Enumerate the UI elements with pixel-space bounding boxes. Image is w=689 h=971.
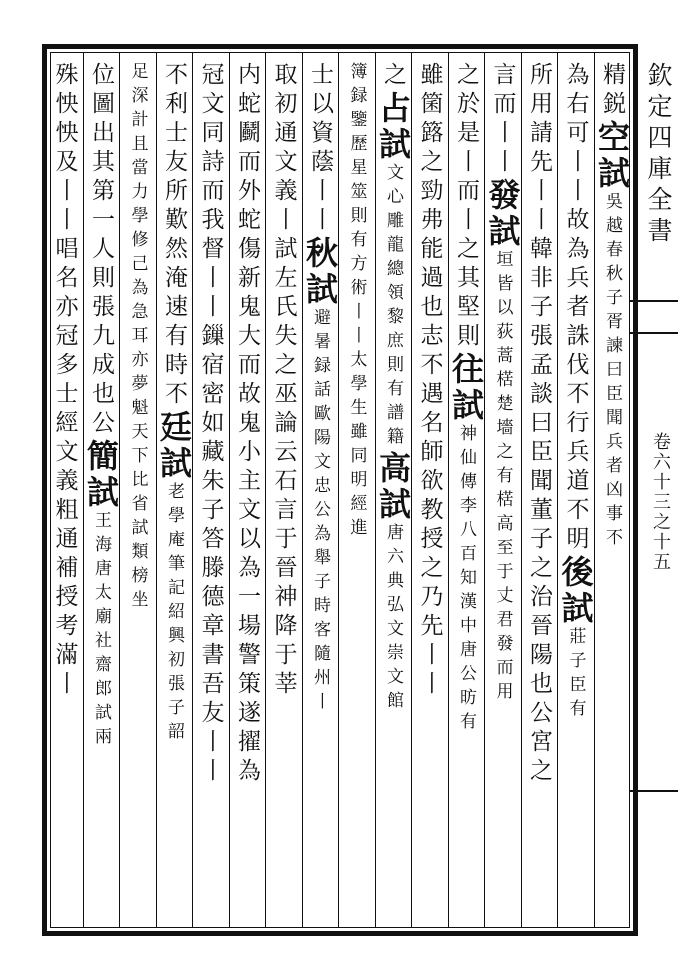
text-column	[376, 62, 411, 715]
entry-heading: 簡試	[82, 439, 120, 511]
entry-heading: 空試	[593, 120, 631, 192]
column-text: 雖箘簬之勁弗能過也志不遇名師欲教授之乃先丨丨	[416, 62, 443, 700]
column-text: 言而丨丨	[489, 62, 516, 178]
column-text: 垣皆以荻蒿楛楚墻之有楛高至于丈君發而用	[492, 250, 513, 706]
volume-label: 卷六十三之十五	[650, 432, 671, 572]
column-text: 王海唐太廟社齋郎試兩	[91, 511, 111, 751]
column-text: 文心雕龍總領黎庶則有譜籍	[383, 163, 403, 451]
text-column	[303, 62, 338, 716]
entry-heading: 廷試	[155, 410, 193, 482]
column-text: 莊子臣有	[565, 627, 586, 723]
column-text: 内蛇鬬而外蛇傷新鬼大而故鬼小主文以為一場警策遂擢為	[234, 62, 260, 787]
column-text: 簿録鑒歷星筮則有方術丨丨太學生雖同明經進	[346, 62, 367, 542]
text-column	[412, 62, 447, 700]
column-text: 冠文同詩而我督丨丨鏁宿密如藏朱子答滕德章書吾友丨丨	[197, 62, 224, 787]
column-text: 吳越春秋子胥諫曰臣聞兵者凶事不	[602, 192, 622, 552]
entry-heading: 發試	[483, 178, 522, 250]
book-title: 欽定四庫全書	[644, 62, 673, 248]
column-text: 之於是丨而丨之其堅則	[453, 62, 479, 352]
entry-heading: 後試	[556, 555, 595, 627]
text-column	[266, 62, 301, 700]
text-column	[84, 62, 119, 751]
text-column	[485, 62, 520, 706]
fishtail-mark-top	[630, 300, 678, 334]
column-text: 殊怏怏及丨丨唱名亦冠多士經文義粗通補授考滿丨	[51, 62, 78, 700]
column-text: 位圖出其第一人則張九成也公	[88, 62, 114, 439]
fishtail-mark-bottom	[630, 790, 678, 792]
column-text: 避暑録話歐陽文忠公為舉子時客隨州丨	[310, 308, 330, 716]
text-column	[120, 62, 155, 614]
column-text: 神仙傳李八百知漢中唐公昉有	[456, 424, 476, 736]
column-text: 不利士友所歎然淹速有時不	[161, 62, 187, 410]
entry-heading: 秋試	[301, 236, 339, 308]
text-column	[522, 62, 557, 787]
text-column	[339, 62, 374, 542]
text-column	[230, 62, 265, 787]
column-text: 老學庵筆記紹興初張子韶	[164, 482, 184, 746]
text-column	[47, 62, 82, 700]
column-text: 為右可丨丨故為兵者誅伐不行兵道不明	[562, 62, 589, 555]
column-text: 精鋭	[599, 62, 625, 120]
column-text: 士以資蔭丨丨	[307, 62, 333, 236]
entry-heading: 高試	[374, 451, 412, 523]
text-column	[193, 62, 228, 787]
text-column	[558, 62, 593, 723]
column-text: 唐六典弘文崇文館	[383, 523, 403, 715]
column-text: 足深計且當力學修己為急耳亦夢魁天下比省試類榜坐	[127, 62, 148, 614]
column-text: 取初通文義丨試左氏失之巫論云石言于晉神降于莘	[270, 62, 297, 700]
column-text: 所用請先丨丨韓非子張孟談曰臣聞董子之治晉陽也公宮之	[526, 62, 552, 787]
column-text: 之	[380, 62, 406, 91]
text-column	[157, 62, 192, 746]
text-column	[449, 62, 484, 736]
entry-heading: 往試	[447, 352, 485, 424]
text-column	[595, 62, 630, 552]
entry-heading: 占試	[374, 91, 412, 163]
